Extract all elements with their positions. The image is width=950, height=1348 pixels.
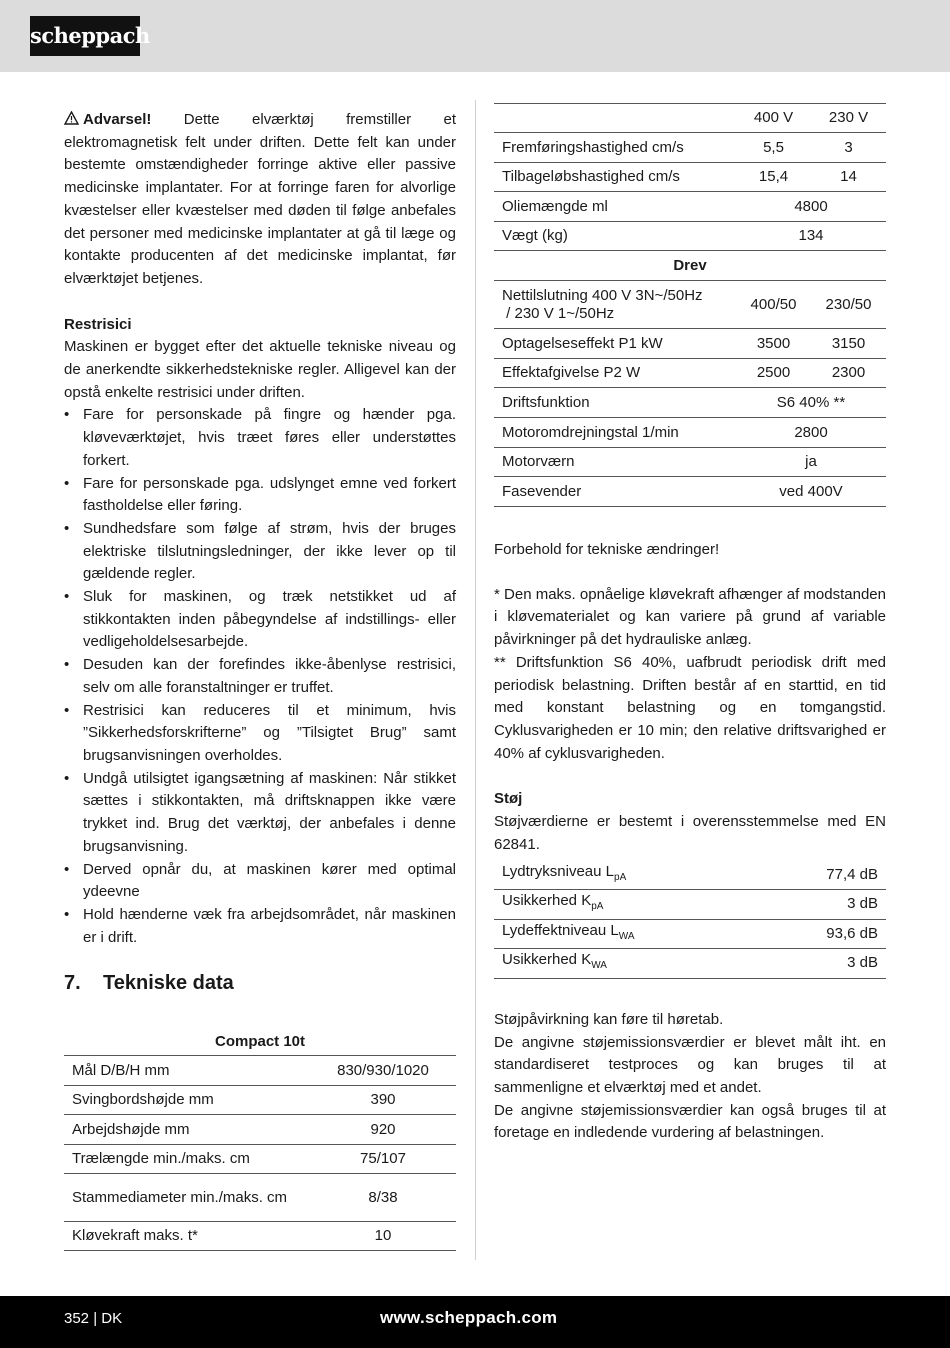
spec-label: Motoromdrejningstal 1/min xyxy=(494,418,736,448)
list-item: • Restrisici kan reduceres til et minimum, hvis ”Sikkerhedsforskrifterne” og ”Tilsigtet Brug” samt brugsanvisningen overholdes. xyxy=(64,700,456,768)
list-item: • Undgå utilsigtet igangsætning af maskinen: Når stikket sættes i stikkontakten, må driftsknappen ikke være trykket ind. Brug det værktøj, der anbefales i denne brugsanvisning. xyxy=(64,768,456,859)
column-divider xyxy=(475,100,476,1260)
page-footer xyxy=(0,1296,950,1348)
spec-label: Tilbageløbshastighed cm/s xyxy=(494,163,736,192)
table-row xyxy=(494,448,886,477)
spec-value: ved 400V xyxy=(736,477,886,507)
noise-table xyxy=(494,860,886,979)
volt-header: 230 V xyxy=(811,104,886,133)
page-header xyxy=(0,0,950,72)
restrisici-intro: Maskinen er bygget efter det aktuelle tekniske niveau og de anerkendte sikkerhedstekniske regler. Alligevel kan der opstå enkelte restrisici under driften. xyxy=(64,338,456,401)
table-row xyxy=(494,388,886,418)
spec-value: 230/50 xyxy=(811,281,886,329)
warning-paragraph xyxy=(64,109,456,291)
table-row xyxy=(64,1145,456,1174)
spec-label: Vægt (kg) xyxy=(494,222,736,251)
table-row xyxy=(494,919,886,948)
spec-value: 3150 xyxy=(811,329,886,359)
noise-label: Usikkerhed $K_{pA}$ xyxy=(494,889,763,919)
spec-value: 10 xyxy=(310,1222,456,1251)
restrisici-heading: Restrisici xyxy=(64,315,132,333)
list-item: • Hold hænderne væk fra arbejdsområdet, når maskinen er i drift. xyxy=(64,904,456,949)
spec-value: 14 xyxy=(811,163,886,192)
subscript: pA xyxy=(614,871,627,883)
spec-label: Svingbordshøjde mm xyxy=(64,1086,310,1115)
spec-value: 3 xyxy=(811,133,886,163)
spec-value: 5,5 xyxy=(736,133,811,163)
noise-heading: Støj xyxy=(494,790,523,808)
list-item: • Fare for personskade pga. udslynget emne ved forkert fastholdelse eller føring. xyxy=(64,473,456,518)
spec-label: Mål D/B/H mm xyxy=(64,1056,310,1086)
restrisici-list xyxy=(64,404,456,949)
table-row xyxy=(494,948,886,978)
spec-label: Fasevender xyxy=(494,477,736,507)
volt-header: 400 V xyxy=(736,104,811,133)
spec-value: 4800 xyxy=(736,192,886,222)
list-item: • Derved opnår du, at maskinen kører med optimal ydeevne xyxy=(64,859,456,904)
spec-value: 400/50 xyxy=(736,281,811,329)
left-column xyxy=(64,109,456,1251)
model-caption: Compact 10t xyxy=(214,1033,306,1051)
spec-label xyxy=(494,281,736,329)
noise-value: 3 dB xyxy=(763,889,886,919)
footnote-1: * Den maks. opnåelige kløvekraft afhænger af modstanden i kløvematerialet og kan variere på grund af variable påvirkninger på det hydrauliske anlæg. xyxy=(494,585,886,649)
spec-label: Trælængde min./maks. cm xyxy=(64,1145,310,1174)
table-row xyxy=(494,251,886,281)
noise-label: Lydeffektniveau $L_{WA}$ xyxy=(494,919,763,948)
spec-label: Oliemængde ml xyxy=(494,192,736,222)
subscript: WA xyxy=(618,930,635,942)
spec-label: Kløvekraft maks. t* xyxy=(64,1222,310,1251)
noise-intro: Støjværdierne er bestemt i overensstemmelse med EN 62841. xyxy=(494,813,886,853)
noise-value: 93,6 dB xyxy=(763,919,886,948)
spec-table xyxy=(64,1055,456,1251)
net-label-line-1: Nettilslutning 400 V 3N~/50Hz xyxy=(502,286,703,304)
net-label-line-2: / 230 V 1~/50Hz xyxy=(502,304,615,322)
spec-value: 830/930/1020 xyxy=(310,1056,456,1086)
spec-value: 2300 xyxy=(811,359,886,388)
warning-text: Dette elværktøj fremstiller et elektromagnetisk felt under driften. Dette felt kan under bestemte omstændigheder forringe aktive eller passive medicinske implantater. For at forringe faren for alvorlige kvæstelser eller kvæstelser med døden til følge anbefales det personer med medicinske implantater at gå til læge og kontakte producenten af det medicinske implantat, før elværktøjet betjenes. xyxy=(64,111,456,287)
noise-value: 3 dB xyxy=(763,948,886,978)
page-number: 352 | DK xyxy=(64,1310,123,1327)
right-column xyxy=(494,103,886,1145)
list-item: • Sluk for maskinen, og træk netstikket ud af stikkontakten inden påbegyndelse af indstillings- eller vedligeholdelsesarbejde. xyxy=(64,586,456,654)
spec-label: Arbejdshøjde mm xyxy=(64,1115,310,1145)
spec-value: 390 xyxy=(310,1086,456,1115)
warning-label: Advarsel! xyxy=(83,111,152,128)
table-row xyxy=(494,281,886,329)
noise-value: 77,4 dB xyxy=(763,860,886,889)
table-row xyxy=(64,1174,456,1222)
table-row xyxy=(494,860,886,889)
subscript: pA xyxy=(591,901,604,913)
list-item: • Sundhedsfare som følge af strøm, hvis der bruges elektriske tilslutningsledninger, der ikke lever op til gældende regler. xyxy=(64,518,456,586)
table-row xyxy=(494,477,886,507)
table-row xyxy=(494,889,886,919)
spec-label: Stammediameter min./maks. cm xyxy=(64,1174,310,1222)
noise-label: Usikkerhed $K_{WA}$ xyxy=(494,948,763,978)
table-row xyxy=(64,1086,456,1115)
scheppach-logo: scheppach xyxy=(30,16,140,56)
reservation-note: Forbehold for tekniske ændringer! xyxy=(494,541,720,558)
table-row xyxy=(64,1222,456,1251)
spec-label: Effektafgivelse P2 W xyxy=(494,359,736,388)
spec-label: Driftsfunktion xyxy=(494,388,736,418)
table-row xyxy=(494,418,886,448)
closing-text-1: Støjpåvirkning kan føre til høretab. xyxy=(494,1010,724,1028)
table-row xyxy=(494,359,886,388)
table-row xyxy=(494,222,886,251)
noise-label: Lydtryksniveau $L_{pA}$ xyxy=(494,860,763,889)
section-title xyxy=(64,969,456,997)
spec-value: 15,4 xyxy=(736,163,811,192)
table-row xyxy=(64,1056,456,1086)
section-number: 7. xyxy=(64,972,81,995)
warning-triangle-icon xyxy=(64,111,80,125)
electrical-table xyxy=(494,103,886,507)
spec-label: Optagelseseffekt P1 kW xyxy=(494,329,736,359)
subscript: WA xyxy=(591,960,607,972)
closing-text-3: De angivne støjemissionsværdier kan også bruges til at foretage en indledende vurdering af belastningen. xyxy=(494,1101,886,1142)
list-item: • Desuden kan der forefindes ikke-åbenlyse restrisici, selv om alle foranstaltninger er truffet. xyxy=(64,654,456,699)
table-row xyxy=(494,163,886,192)
website-link[interactable]: www.scheppach.com xyxy=(380,1308,558,1327)
spec-value: 75/107 xyxy=(310,1145,456,1174)
table-row xyxy=(494,104,886,133)
spec-value: 920 xyxy=(310,1115,456,1145)
footnote-2: ** Driftsfunktion S6 40%, uafbrudt periodisk drift med periodisk belastning. Driften består af en starttid, en tid med konstant belastning og en tomgangstid. Cyklusvarigheden er 10 min; den relative driftsvarighed er 40% af cyklusvarigheden. xyxy=(494,653,886,762)
closing-text-2: De angivne støjemissionsværdier er blevet målt iht. en standardiseret testproces og kan bruges til at sammenligne et elværktøj med et andet. xyxy=(494,1033,886,1097)
spec-value: S6 40% ** xyxy=(736,388,886,418)
list-item: • Fare for personskade på fingre og hænder pga. kløveværktøjet, hvis træet føres eller understøttes forkert. xyxy=(64,404,456,472)
drev-heading: Drev xyxy=(494,251,886,281)
spec-value: 3500 xyxy=(736,329,811,359)
spec-value: 2800 xyxy=(736,418,886,448)
spec-value: 134 xyxy=(736,222,886,251)
spec-value: 8/38 xyxy=(310,1174,456,1222)
spec-value: ja xyxy=(736,448,886,477)
table-row xyxy=(494,329,886,359)
table-row xyxy=(494,192,886,222)
spec-value: 2500 xyxy=(736,359,811,388)
section-title-text: Tekniske data xyxy=(103,972,234,995)
spec-label: Motorværn xyxy=(494,448,736,477)
table-row xyxy=(494,133,886,163)
spec-label: Fremføringshastighed cm/s xyxy=(494,133,736,163)
table-row xyxy=(64,1115,456,1145)
